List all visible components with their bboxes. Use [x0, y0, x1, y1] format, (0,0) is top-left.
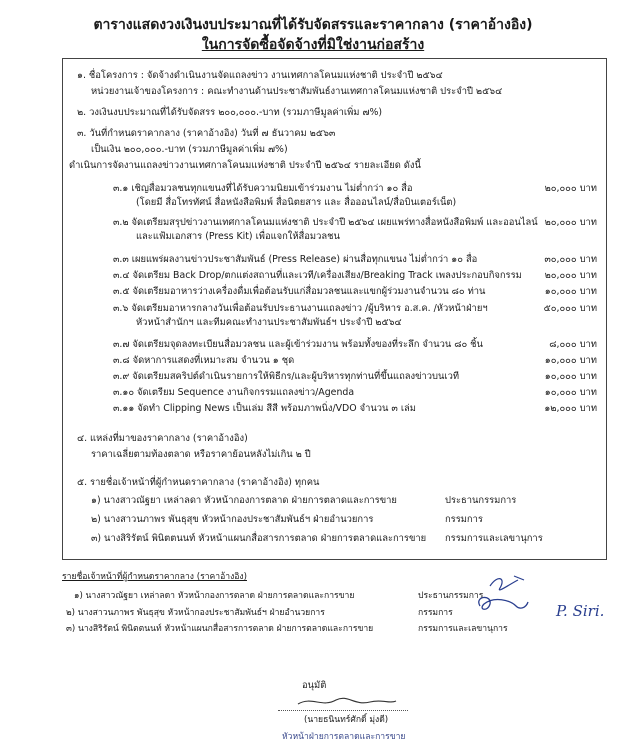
project-owner: หน่วยงานเจ้าของโครงการ : คณะทำงานด้านประชาสัมพันธ์งานเทศกาลโคนมแห่งชาติ ประจำปี ๒๕๖๔ — [91, 86, 503, 97]
item-amount: ๑๐,๐๐๐ บาท — [544, 355, 597, 366]
committee-member: ๒) นางสาวนภาพร พันธุสุข หัวหน้ากองประชาสัมพันธ์ฯ ฝ่ายอำนวยการ — [91, 514, 374, 525]
item-text: ๓.๔ จัดเตรียม Back Drop/ตกแต่งสถานที่และเวที/เครื่องเสียง/Breaking Track เพลงประกอบกิจกรรม — [113, 270, 522, 281]
committee-role: ประธานกรรมการ — [445, 495, 517, 506]
item-text-cont: (โดยมี สื่อโทรทัศน์ สื่อหนังสือพิมพ์ สื่อนิตยสาร และ สื่อออนไลน์/สื่อบินเตอร์เน็ต) — [136, 197, 457, 208]
approver-position: หัวหน้าฝ่ายการตลาดและการขาย — [282, 732, 406, 742]
reference-amount: เป็นเงิน ๒๐๐,๐๐๐.-บาท (รวมภาษีมูลค่าเพิ่ม ๗%) — [91, 144, 288, 155]
committee-heading: ๕. รายชื่อเจ้าหน้าที่ผู้กำหนดราคากลาง (ราคาอ้างอิง) ทุกคน — [77, 477, 320, 488]
signer-name: ๑) นางสาวณัฐยา เหล่าลดา หัวหน้ากองการตลาด ฝ่ายการตลาดและการขาย — [74, 591, 355, 601]
item-text: ๓.๙ จัดเตรียมสคริปต์ดำเนินรายการให้พิธีกร/และผู้บริหารทุกท่านที่ขึ้นแถลงข่าวบนเวที — [113, 371, 460, 382]
approval-signature — [292, 692, 402, 712]
item-text: ๓.๘ จัดหาการแสดงที่เหมาะสม จำนวน ๑ ชุด — [113, 355, 295, 366]
item-text: ๓.๕ จัดเตรียมอาหารว่างเครื่องดื่มเพื่อต้อนรับแก่สื่อมวลชนและแขกผู้ร่วมงานจำนวน ๘๐ ท่าน — [113, 286, 486, 297]
document-subtitle: ในการจัดซื้อจัดจ้างที่มิใช่งานก่อสร้าง — [201, 37, 425, 53]
item-amount: ๑๐,๐๐๐ บาท — [544, 286, 597, 297]
items-intro: ดำเนินการจัดงานแถลงข่าวงานเทศกาลโคนมแห่งชาติ ประจำปี ๒๕๖๔ รายละเอียด ดังนี้ — [69, 160, 421, 171]
approval-label: อนุมัติ — [302, 680, 327, 691]
budget-line: ๒. วงเงินงบประมาณที่ได้รับจัดสรร ๒๐๐,๐๐๐.-บาท (รวมภาษีมูลค่าเพิ่ม ๗%) — [77, 107, 383, 118]
item-amount: ๑๐,๐๐๐ บาท — [544, 371, 597, 382]
item-text: ๓.๑๑ จัดทำ Clipping News เป็นเล่ม สีสี พร้อมภาพนิ่ง/VDO จำนวน ๓ เล่ม — [113, 403, 416, 414]
committee-role: กรรมการ — [445, 514, 483, 525]
signer-role: กรรมการ — [418, 608, 453, 618]
details-frame — [62, 58, 607, 560]
committee-member: ๑) นางสาวณัฐยา เหล่าลดา หัวหน้ากองการตลาด ฝ่ายการตลาดและการขาย — [91, 495, 397, 506]
item-text: ๓.๒ จัดเตรียมสรุปข่าวงานเทศกาลโคนมแห่งชาติ ประจำปี ๒๕๖๔ เผยแพร่ทางสื่อหนังสือพิมพ์ และออนไลน์ — [113, 217, 538, 228]
committee-member: ๓) นางสิริรัตน์ พินิตตนนท์ หัวหน้าแผนกสื่อสารการตลาด ฝ่ายการตลาดและการขาย — [91, 533, 427, 544]
signer-name: ๒) นางสาวนภาพร พันธุสุข หัวหน้ากองประชาสัมพันธ์ฯ ฝ่ายอำนวยการ — [66, 608, 325, 618]
handwritten-signatures — [470, 566, 610, 626]
item-text-cont: และแฟ้มเอกสาร (Press Kit) เพื่อแจกให้สื่อมวลชน — [136, 231, 340, 242]
item-text: ๓.๗ จัดเตรียมจุดลงทะเบียนสื่อมวลชน และผู้เข้าร่วมงาน พร้อมทั้งของที่ระลึก จำนวน ๘๐ ชิ้น — [113, 339, 483, 350]
reference-date: ๓. วันที่กำหนดราคากลาง (ราคาอ้างอิง) วันที่ ๗ ธันวาคม ๒๕๖๓ — [77, 128, 336, 139]
item-amount: ๓๐,๐๐๐ บาท — [544, 254, 597, 265]
item-text: ๓.๑ เชิญสื่อมวลชนทุกแขนงที่ได้รับความนิยมเข้าร่วมงาน ไม่ต่ำกว่า ๑๐ สื่อ — [113, 183, 413, 194]
item-amount: ๒๐,๐๐๐ บาท — [544, 270, 597, 281]
signature-line — [278, 710, 408, 711]
source-heading: ๔. แหล่งที่มาของราคากลาง (ราคาอ้างอิง) — [77, 433, 248, 444]
item-text: ๓.๑๐ จัดเตรียม Sequence งานกิจกรรมแถลงข่าว/Agenda — [113, 387, 355, 398]
source-detail: ราคาเฉลี่ยตามท้องตลาด หรือราคาย้อนหลังไม่เกิน ๒ ปี — [91, 449, 311, 460]
signature-text: P. Siri. — [556, 602, 605, 620]
item-text-cont: หัวหน้าสำนักฯ และทีมคณะทำงานประชาสัมพันธ์ฯ ประจำปี ๒๕๖๔ — [136, 317, 402, 328]
item-amount: ๘,๐๐๐ บาท — [549, 339, 597, 350]
item-text: ๓.๖ จัดเตรียมอาหารกลางวันเพื่อต้อนรับประธานงานแถลงข่าว /ผู้บริหาร อ.ส.ค. /หัวหน้าฝ่ายฯ — [113, 303, 488, 314]
item-text: ๓.๓ เผยแพร่ผลงานข่าวประชาสัมพันธ์ (Press Release) ผ่านสื่อทุกแขนง ไม่ต่ำกว่า ๑๐ สื่อ — [113, 254, 478, 265]
signer-role: ประธานกรรมการ — [418, 591, 484, 601]
project-name: ๑. ชื่อโครงการ : จัดจ้างดำเนินงานจัดแถลงข่าว งานเทศกาลโคนมแห่งชาติ ประจำปี ๒๕๖๔ — [77, 70, 443, 81]
item-amount: ๒๐,๐๐๐ บาท — [544, 183, 597, 194]
item-amount: ๕๐,๐๐๐ บาท — [543, 303, 597, 314]
approver-name: (นายธนินทร์ศักดิ์ มุ่งดี) — [304, 715, 389, 725]
item-amount: ๒๐,๐๐๐ บาท — [544, 217, 597, 228]
item-amount: ๑๒,๐๐๐ บาท — [544, 403, 597, 414]
signer-name: ๓) นางสิริรัตน์ พินิตตนนท์ หัวหน้าแผนกสื่อสารการตลาด ฝ่ายการตลาดและการขาย — [66, 624, 374, 634]
committee-role: กรรมการและเลขานุการ — [445, 533, 543, 544]
document-title: ตารางแสดงวงเงินงบประมาณที่ได้รับจัดสรรและราคากลาง (ราคาอ้างอิง) — [93, 17, 533, 33]
signers-heading: รายชื่อเจ้าหน้าที่ผู้กำหนดราคากลาง (ราคาอ้างอิง) — [62, 572, 247, 582]
item-amount: ๑๐,๐๐๐ บาท — [544, 387, 597, 398]
signer-role: กรรมการและเลขานุการ — [418, 624, 508, 634]
